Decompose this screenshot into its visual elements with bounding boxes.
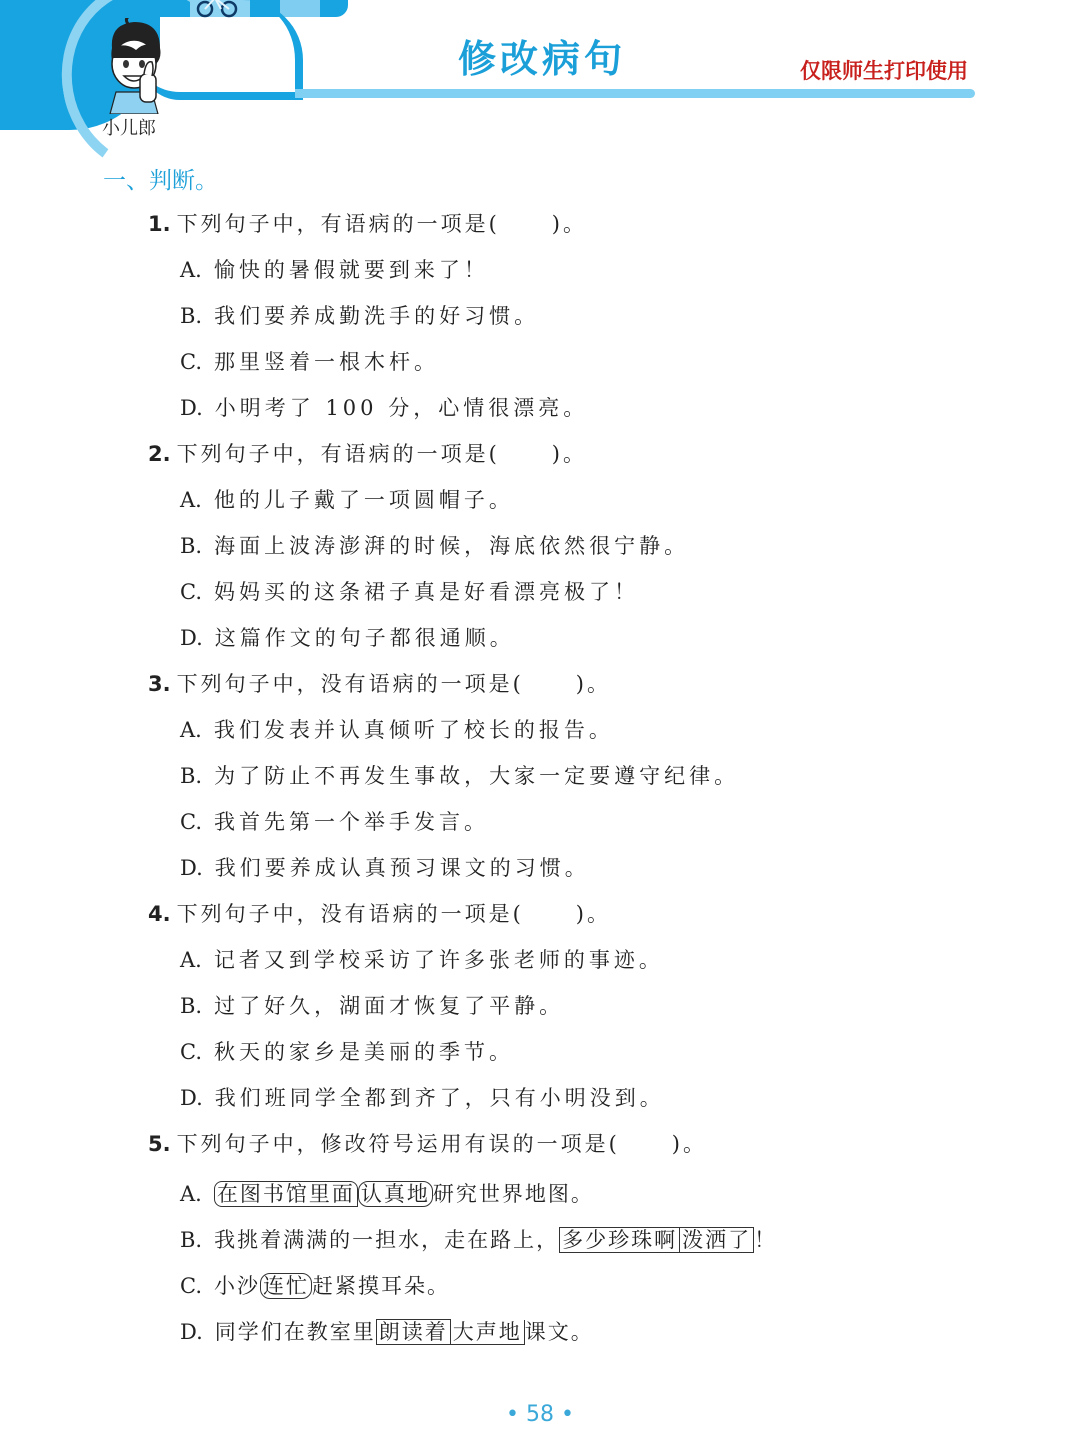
question-3: 3. 下列句子中，没有语病的一项是( )。 — [148, 672, 611, 696]
mascot-boy-icon — [96, 18, 174, 114]
swap-mark: 泼洒了 — [680, 1227, 754, 1253]
option-4b: B. 过了好久，湖面才恢复了平静。 — [180, 994, 565, 1018]
section-title: 一、判断。 — [103, 168, 218, 194]
option-3a: A. 我们发表并认真倾听了校长的报告。 — [180, 718, 614, 742]
page-title: 修改病句 — [458, 37, 627, 81]
option-5b: B. 我挑着满满的一担水，走在路上， 多少珍珠啊 泼洒了 ！ — [180, 1228, 778, 1252]
swap-mark: 朗读着 — [376, 1319, 451, 1345]
question-number: 1. — [148, 212, 171, 236]
swap-mark: 大声地 — [451, 1320, 525, 1345]
option-1c: C. 那里竖着一根木杆。 — [180, 350, 439, 374]
delete-mark: 连忙 — [260, 1273, 312, 1299]
mascot-name: 小儿郎 — [102, 118, 156, 139]
option-1b: B. 我们要养成勤洗手的好习惯。 — [180, 304, 540, 328]
option-4d: D. 我们班同学全都到齐了，只有小明没到。 — [180, 1086, 665, 1110]
option-4a: A. 记者又到学校采访了许多张老师的事迹。 — [180, 948, 664, 972]
question-2: 2. 下列句子中，有语病的一项是( )。 — [148, 442, 587, 466]
option-5c: C. 小沙 连忙 赶紧摸耳朵。 — [180, 1274, 450, 1298]
page-header — [0, 0, 1080, 150]
swap-mark: 多少珍珠啊 — [559, 1227, 680, 1253]
move-mark: 认真地 — [358, 1181, 433, 1207]
question-5: 5. 下列句子中，修改符号运用有误的一项是( )。 — [148, 1132, 707, 1156]
option-3c: C. 我首先第一个举手发言。 — [180, 810, 489, 834]
question-stem: 下列句子中，有语病的一项是( — [176, 212, 500, 236]
option-3d: D. 我们要养成认真预习课文的习惯。 — [180, 856, 590, 880]
option-2c: C. 妈妈买的这条裙子真是好看漂亮极了！ — [180, 580, 639, 604]
option-2b: B. 海面上波涛澎湃的时候，海底依然很宁静。 — [180, 534, 690, 558]
option-2a: A. 他的儿子戴了一项圆帽子。 — [180, 488, 514, 512]
option-4c: C. 秋天的家乡是美丽的季节。 — [180, 1040, 514, 1064]
option-2d: D. 这篇作文的句子都很通顺。 — [180, 626, 515, 650]
option-1d: D. 小明考了 100 分，心情很漂亮。 — [180, 396, 589, 420]
page-number: • 58 • — [506, 1402, 574, 1427]
option-5a: A. 在图书馆里面 认真地 研究世界地图。 — [180, 1182, 594, 1206]
header-rule — [295, 89, 975, 98]
restricted-use-note: 仅限师生打印使用 — [800, 59, 968, 83]
option-1a: A. 愉快的暑假就要到来了！ — [180, 258, 489, 282]
option-5d: D. 同学们在教室里 朗读着 大声地 课文。 — [180, 1320, 594, 1344]
question-1: 1. 下列句子中，有语病的一项是( )。 — [148, 212, 587, 236]
question-4: 4. 下列句子中，没有语病的一项是( )。 — [148, 902, 611, 926]
insert-mark: 在图书馆里面 — [214, 1181, 358, 1207]
option-3b: B. 为了防止不再发生事故，大家一定要遵守纪律。 — [180, 764, 740, 788]
